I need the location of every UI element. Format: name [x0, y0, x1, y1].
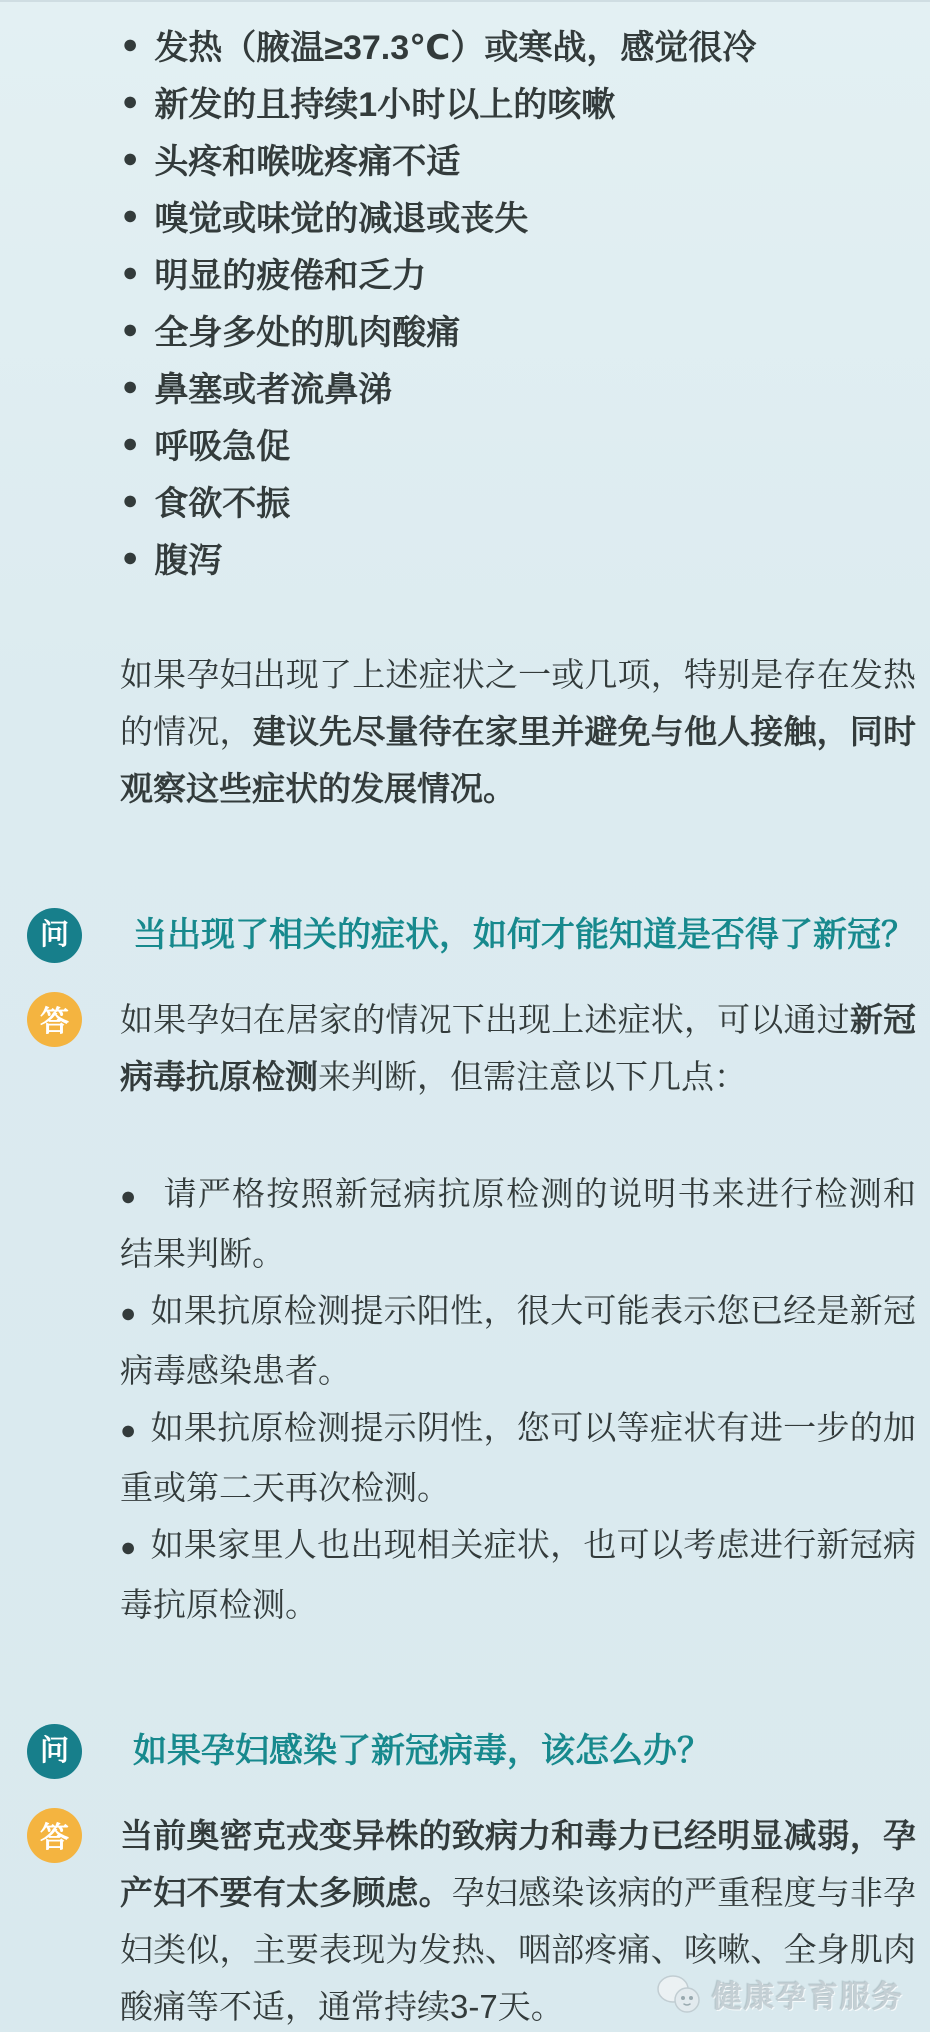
question-row-2 — [0, 1723, 930, 1780]
symptom-item — [122, 415, 916, 472]
symptom-item — [122, 16, 916, 73]
symptom-text: 新发的且持续1小时以上的咳嗽 — [154, 86, 616, 124]
answer-badge: 答 — [27, 992, 82, 1047]
answer-point-text: 如果抗原检测提示阳性，很大可能表示您已经是新冠病毒感染患者。 — [120, 1292, 917, 1389]
answer-2-emphasis: 当前奥密克戎变异株的致病力和毒力已经明显减弱，孕产妇不要有太多顾虑。 — [120, 1817, 916, 1911]
bullet-icon: ● — [122, 314, 139, 344]
symptom-item — [122, 529, 916, 586]
bullet-icon: ● — [122, 542, 139, 572]
advice-normal-text: 如果孕妇出现了上述症状之一或几项，特别是存在发热的情况， — [120, 656, 916, 750]
answer-point-text: 如果家里人也出现相关症状，也可以考虑进行新冠病毒抗原检测。 — [120, 1526, 917, 1623]
answer-point — [120, 1399, 916, 1516]
bullet-icon: ● — [122, 257, 139, 287]
symptom-text: 明显的疲倦和乏力 — [154, 257, 427, 295]
bullet-icon: ● — [120, 1298, 137, 1328]
bullet-icon: ● — [122, 200, 139, 230]
symptom-text: 食欲不振 — [154, 485, 291, 523]
bullet-icon: ● — [122, 485, 139, 515]
answer-badge: 答 — [27, 1808, 82, 1863]
symptom-item — [122, 301, 916, 358]
symptom-item — [122, 358, 916, 415]
answer-point — [120, 1516, 916, 1633]
answer-1-post: 来判断，但需注意以下几点： — [318, 1058, 747, 1095]
answer-row-1 — [0, 991, 930, 1105]
bullet-icon: ● — [122, 371, 139, 401]
symptom-item — [122, 472, 916, 529]
symptom-text: 头疼和喉咙疼痛不适 — [154, 143, 461, 181]
bullet-icon: ● — [122, 428, 139, 458]
bullet-icon: ● — [122, 86, 139, 116]
question-1-text: 当出现了相关的症状，如何才能知道是否得了新冠？ — [133, 916, 915, 954]
symptom-item — [122, 187, 916, 244]
symptom-text: 全身多处的肌肉酸痛 — [154, 314, 461, 352]
question-2-text: 如果孕妇感染了新冠病毒，该怎么办？ — [133, 1732, 711, 1770]
bullet-icon: ● — [120, 1415, 137, 1445]
watermark-label: 健康孕育服务 — [712, 1981, 904, 2014]
bullet-icon: ● — [120, 1532, 137, 1562]
watermark — [656, 1972, 904, 2016]
question-badge: 问 — [27, 1724, 82, 1779]
symptom-item — [122, 73, 916, 130]
question-row-1 — [0, 907, 930, 964]
answer-point — [120, 1282, 916, 1399]
answer-1-paragraph — [120, 991, 916, 1105]
answer-1-pre: 如果孕妇在居家的情况下出现上述症状，可以通过 — [120, 1001, 850, 1038]
bullet-icon: ● — [120, 1181, 138, 1211]
symptom-text: 腹泻 — [154, 542, 223, 580]
answer-point-text: 如果抗原检测提示阴性，您可以等症状有进一步的加重或第二天再次检测。 — [120, 1409, 917, 1506]
symptom-list — [0, 2, 930, 586]
advice-paragraph — [120, 646, 916, 817]
answer-1-emphasis: 新冠病毒抗原检测 — [120, 1001, 917, 1095]
bullet-icon: ● — [122, 143, 139, 173]
question-badge: 问 — [27, 908, 82, 963]
advice-emphasis-text: 建议先尽量待在家里并避免与他人接触，同时观察这些症状的发展情况。 — [120, 713, 917, 807]
answer-point-text: 请严格按照新冠病抗原检测的说明书来进行检测和结果判断。 — [120, 1175, 917, 1272]
answer-2-normal: 孕妇感染该病的严重程度与非孕妇类似，主要表现为发热、咽部疼痛、咳嗽、全身肌肉酸痛等不适，通常持续3-7天。 — [120, 1874, 917, 2025]
symptom-item — [122, 130, 916, 187]
symptom-item — [122, 244, 916, 301]
symptom-text: 嗅觉或味觉的减退或丧失 — [154, 200, 529, 238]
symptom-text: 呼吸急促 — [154, 428, 291, 466]
brand-bubbles-icon — [656, 1974, 704, 2014]
bullet-icon: ● — [122, 29, 139, 59]
symptom-text: 鼻塞或者流鼻涕 — [154, 371, 393, 409]
symptom-text: 发热（腋温≥37.3℃）或寒战，感觉很冷 — [154, 29, 757, 67]
answer-point — [120, 1165, 916, 1282]
answer-1-points — [120, 1165, 916, 1633]
